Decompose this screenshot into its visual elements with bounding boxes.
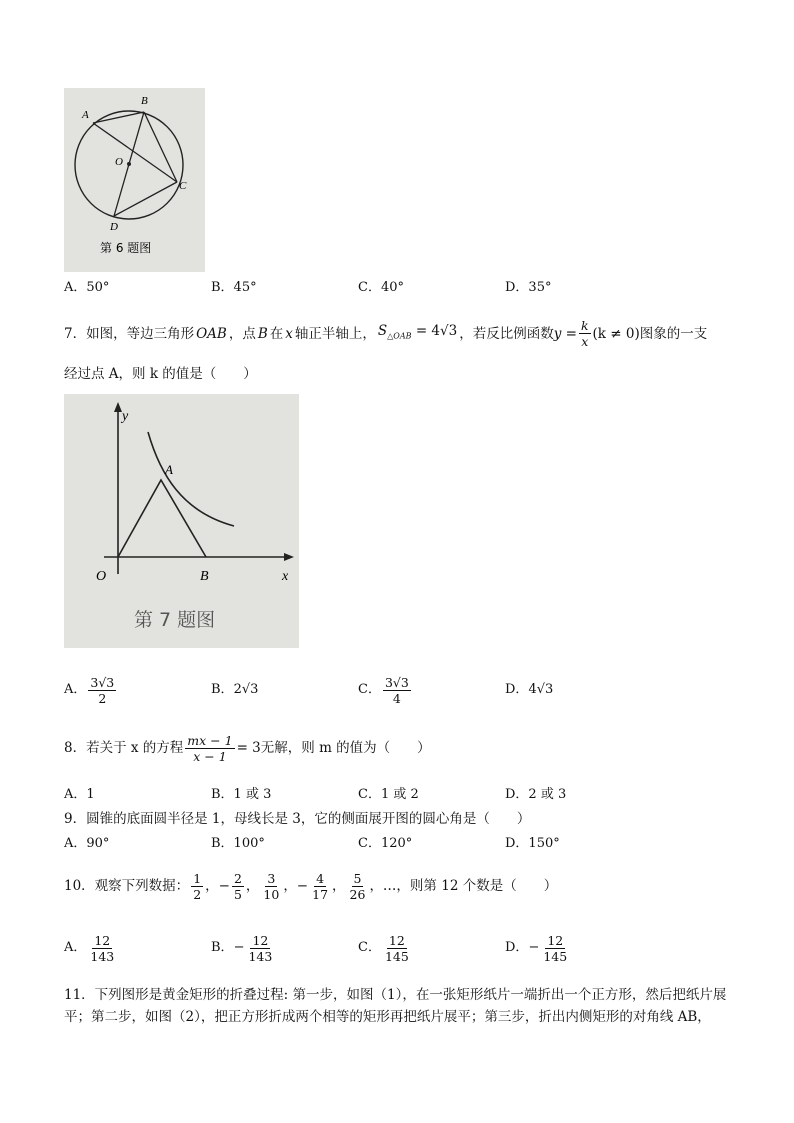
q6-option-d: D．35° xyxy=(505,280,552,295)
q6-label-b: B xyxy=(141,95,148,107)
q10-option-b-sign: − xyxy=(233,940,245,955)
q7-area xyxy=(378,321,457,347)
q7-func-condition: (k ≠ 0) xyxy=(592,325,640,342)
q10-option-b-num: 12 xyxy=(252,932,269,948)
q10-option-d xyxy=(505,930,571,966)
q6-chord-ab xyxy=(93,112,144,123)
q10-term-3 xyxy=(261,871,281,902)
q10-option-d-fraction xyxy=(541,933,569,964)
q10-term-4 xyxy=(310,871,330,902)
q7-option-a-label: A． xyxy=(64,682,87,697)
q9-stem: 9．圆锥的底面圆半径是 1，母线长是 3，它的侧面展开图的圆心角是（ ） xyxy=(64,811,531,827)
q10-term-1-den: 2 xyxy=(193,886,202,902)
q7-func-y: y = xyxy=(553,325,577,342)
q10-option-a-label: A． xyxy=(64,940,87,955)
q7-label-o: O xyxy=(96,569,107,584)
q8-equals: = 3 xyxy=(236,740,261,756)
q7-option-b xyxy=(211,672,258,708)
q7-option-c-fraction xyxy=(383,675,411,706)
q7-number: 7． xyxy=(64,325,87,342)
q10-option-c-num: 12 xyxy=(388,932,405,948)
q7-caption: 第 7 题图 xyxy=(134,609,216,631)
q8-option-a: A．1 xyxy=(64,787,95,802)
q7-graph-diagram xyxy=(64,394,299,648)
q7-option-c-den: 4 xyxy=(392,690,401,706)
q10-term-4-sign: ，− xyxy=(283,878,309,894)
q7-text-1: 如图，等边三角形 xyxy=(86,325,195,342)
q10-option-a xyxy=(64,930,118,966)
q7-area-eq: = 4√3 xyxy=(415,322,458,339)
q7-label-a: A xyxy=(165,462,173,477)
q7-func-k: k xyxy=(580,318,589,333)
q10-term-3-sign: ， xyxy=(245,878,260,894)
q10-term-2-den: 5 xyxy=(233,886,242,902)
q6-option-a: A．50° xyxy=(64,280,110,295)
q10-option-b xyxy=(211,930,276,966)
q10-text-1: 10．观察下列数据： xyxy=(64,878,190,894)
q10-term-3-den: 10 xyxy=(263,886,280,902)
q7-label-y: y xyxy=(122,409,129,424)
q9-option-d: D．150° xyxy=(505,836,560,851)
q10-option-b-fraction xyxy=(246,933,274,964)
q10-term-2-num: 2 xyxy=(233,870,242,886)
q9-option-b: B．100° xyxy=(211,836,265,851)
q6-label-d: D xyxy=(110,221,118,233)
q7-text-5: ，若反比例函数 xyxy=(459,325,554,342)
q7-option-a-num: 3√3 xyxy=(90,674,115,690)
q10-option-b-label: B． xyxy=(211,940,234,955)
q7-option-c xyxy=(358,672,413,708)
q7-oab: OAB xyxy=(196,325,227,342)
q10-option-b-den: 143 xyxy=(248,948,273,964)
q8-numerator: mx − 1 xyxy=(187,732,233,748)
q10-option-c-label: C． xyxy=(358,940,381,955)
q10-option-c-fraction xyxy=(383,933,411,964)
q10-term-5-sign: ， xyxy=(332,878,346,894)
q6-center-point xyxy=(127,162,131,166)
q8-denominator: x − 1 xyxy=(193,748,227,764)
q7-option-c-num: 3√3 xyxy=(384,674,409,690)
q10-term-1-num: 1 xyxy=(193,870,202,886)
q10-term-5-den: 26 xyxy=(349,886,366,902)
q7-text-6: 图象的一支 xyxy=(639,325,708,342)
q7-text-3: 在 xyxy=(269,325,284,342)
q7-stem-line1 xyxy=(64,318,707,349)
q7-y-axis-arrow xyxy=(114,402,122,412)
q7-x-axis-arrow xyxy=(284,553,294,561)
q7-option-d-label: D． xyxy=(505,682,529,697)
q8-text-1: 8．若关于 x 的方程 xyxy=(64,740,184,756)
q7-option-d xyxy=(505,672,553,708)
q8-option-d: D．2 或 3 xyxy=(505,787,567,802)
q10-term-4-num: 4 xyxy=(316,870,325,886)
q10-text-2: ，…，则第 12 个数是（ ） xyxy=(369,878,558,894)
q6-chord-bc xyxy=(144,112,177,182)
q6-chord-ac xyxy=(93,123,177,182)
q7-figure xyxy=(64,394,299,648)
q10-option-a-den: 143 xyxy=(90,948,115,964)
q10-option-a-fraction xyxy=(88,933,116,964)
q11-stem: 11．下列图形是黄金矩形的折叠过程: 第一步，如图（1），在一张矩形纸片一端折出一个正方形，然后把纸片展平；第二步，如图（2），把正方形折成两个相等的矩形再把纸片展平；第三步，折出内侧矩形的对角线 AB， xyxy=(64,987,727,1025)
q7-text-4: 轴正半轴上， xyxy=(294,325,376,342)
q10-term-5-num: 5 xyxy=(353,870,362,886)
q7-option-b-value: 2√3 xyxy=(233,682,259,697)
q6-chord-dc xyxy=(114,182,177,216)
q7-triangle xyxy=(118,480,206,557)
q6-label-o: O xyxy=(115,156,123,168)
q10-option-d-num: 12 xyxy=(547,932,564,948)
q7-area-s: S xyxy=(377,322,388,339)
q7-option-c-label: C． xyxy=(358,682,381,697)
q7-label-b: B xyxy=(200,569,209,584)
q7-point-b: B xyxy=(257,325,268,342)
q7-func-fraction xyxy=(579,318,591,349)
q10-term-4-den: 17 xyxy=(312,886,329,902)
q10-term-2-sign: ，− xyxy=(205,878,230,894)
q10-option-d-sign: − xyxy=(528,940,540,955)
q6-option-b: B．45° xyxy=(211,280,257,295)
q10-option-d-label: D． xyxy=(505,940,529,955)
q7-option-a-den: 2 xyxy=(98,690,107,706)
q10-option-d-den: 145 xyxy=(543,948,568,964)
q7-func-x: x xyxy=(581,334,589,349)
q6-label-c: C xyxy=(179,180,187,192)
q7-label-x: x xyxy=(282,569,289,584)
q9-option-c: C．120° xyxy=(358,836,413,851)
q10-term-1 xyxy=(191,871,203,902)
q7-option-d-value: 4√3 xyxy=(528,682,554,697)
q7-x-axis: x xyxy=(285,325,293,342)
q7-area-sub: △OAB xyxy=(387,331,412,341)
q10-option-c-den: 145 xyxy=(384,948,409,964)
q10-option-c xyxy=(358,930,413,966)
q10-stem xyxy=(64,868,557,904)
q6-figure xyxy=(64,88,205,272)
q7-stem-line2: 经过点 A，则 k 的值是（ ） xyxy=(64,366,257,382)
q10-term-2 xyxy=(232,871,244,902)
q10-term-3-num: 3 xyxy=(267,870,276,886)
q8-fraction xyxy=(185,733,234,764)
q6-caption: 第 6 题图 xyxy=(100,241,152,255)
q6-circle-diagram xyxy=(64,88,205,272)
q8-stem xyxy=(64,730,431,766)
q8-option-c: C．1 或 2 xyxy=(358,787,419,802)
q7-text-2: ，点 xyxy=(228,325,256,342)
q6-label-a: A xyxy=(82,109,89,121)
q7-option-a xyxy=(64,672,118,708)
q9-option-a: A．90° xyxy=(64,836,110,851)
q6-option-c: C．40° xyxy=(358,280,404,295)
q7-option-b-label: B． xyxy=(211,682,234,697)
q8-option-b: B．1 或 3 xyxy=(211,787,272,802)
q10-term-5 xyxy=(348,871,368,902)
q8-text-2: 无解，则 m 的值为（ ） xyxy=(260,740,431,756)
q10-option-a-num: 12 xyxy=(94,932,111,948)
q7-option-a-fraction xyxy=(88,675,116,706)
